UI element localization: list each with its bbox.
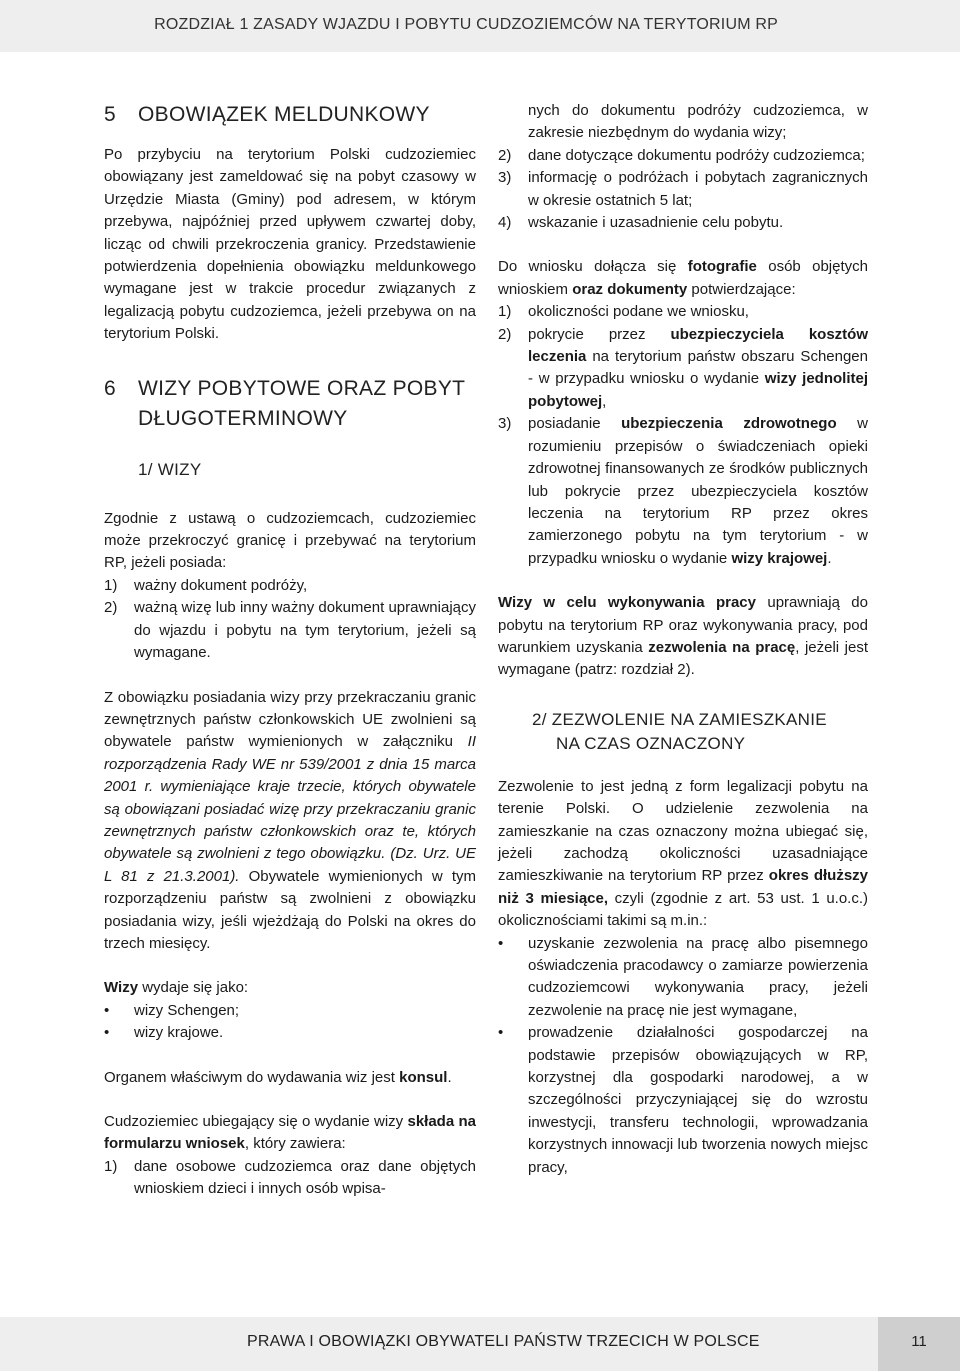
visa-types-list bbox=[104, 1000, 476, 1045]
list-item bbox=[498, 301, 868, 323]
bold-text: ubezpieczyciela kosztów leczenia bbox=[528, 325, 868, 366]
bullet-icon: • bbox=[498, 1024, 504, 1042]
list-text: ważny dokument podróży, bbox=[134, 576, 308, 594]
paragraph bbox=[498, 776, 868, 933]
list-text: ważną wizę lub inny ważny dokument uprawniający do wjazdu i pobytu na tym terytorium, jeżeli są wymagane. bbox=[134, 599, 476, 662]
list-number: 3) bbox=[498, 169, 512, 187]
text: czyli (zgodnie z art. 53 ust. 1 u.o.c.) okolicznościami takimi są m.in.: bbox=[498, 889, 868, 930]
list-number: 1) bbox=[104, 576, 118, 594]
text: osób objętych wnioskiem bbox=[498, 258, 868, 298]
bold-text: Wizy bbox=[104, 979, 139, 997]
list-text: informację o podróżach i pobytach zagranicznych w okresie ostatnich 5 lat; bbox=[528, 169, 868, 209]
text: potwierdzające: bbox=[687, 280, 796, 298]
paragraph bbox=[498, 256, 868, 301]
circumstances-list bbox=[498, 933, 868, 1179]
italic-text: II rozporządzenia Rady WE nr 539/2001 z dnia 15 marca 2001 r. wymieniające kraje trzecie, których obywatele są obowiązani posiadać wizę przy przekraczaniu granic zewnętrznych państw członkowskich oraz te, których obywatele są zwolnieni z tego obowiązku. (Dz. Urz. UE L 81 z 21.3.2001). bbox=[104, 733, 476, 885]
list-number: 2) bbox=[498, 325, 512, 343]
list-text: dane dotyczące dokumentu podróży cudzoziemca; bbox=[528, 146, 865, 164]
right-column bbox=[498, 100, 868, 1179]
text: Z obowiązku posiadania wizy przy przekraczaniu granic zewnętrznych państw członkowskich UE zwolnieni są obywatele państw wymienionych w załączniku bbox=[104, 688, 476, 751]
paragraph bbox=[104, 1067, 476, 1089]
text: , jeżeli jest wymagane (patrz: rozdział 2). bbox=[498, 638, 869, 679]
bold-text: konsul bbox=[399, 1068, 448, 1086]
list-item bbox=[104, 1000, 476, 1022]
subsection-title-line: 2/ ZEZWOLENIE NA ZAMIESZKANIE bbox=[532, 709, 827, 729]
section-title-line: DŁUGOTERMINOWY bbox=[138, 406, 348, 430]
text: Organem właściwym do wydawania wiz jest bbox=[104, 1068, 400, 1086]
bold-text: okres dłuższy niż 3 miesiące, bbox=[498, 867, 869, 907]
text: na terytorium państw obszaru Schengen - w przypadku wniosku o wydanie bbox=[528, 348, 868, 388]
text: pokrycie przez bbox=[528, 325, 671, 343]
list-item bbox=[104, 1022, 476, 1044]
text: . bbox=[827, 549, 832, 567]
list-item bbox=[498, 324, 868, 414]
list-text: uzyskanie zezwolenia na pracę albo pisemnego oświadczenia pracodawcy o zamiarze powierzenia cudzoziemcowi wykonywania pracy, jeżeli zezwolenie na pracę nie jest wymagane, bbox=[528, 934, 868, 1019]
list-item bbox=[498, 1022, 868, 1179]
list-item bbox=[498, 933, 868, 1023]
list-item bbox=[498, 413, 868, 570]
bold-text: fotografie bbox=[687, 258, 757, 276]
subsection-heading bbox=[498, 708, 868, 756]
section-number: 6 bbox=[104, 376, 116, 400]
paragraph bbox=[104, 977, 476, 999]
list-item bbox=[498, 145, 868, 167]
bold-text: wizy krajowej bbox=[731, 549, 828, 567]
text: Cudzoziemiec ubiegający się o wydanie wizy bbox=[104, 1113, 408, 1130]
requirements-list bbox=[104, 575, 476, 665]
text: w rozumieniu przepisów o świadczeniach opieki zdrowotnej finansowanych ze środków publicznych lub pokrycie przez ubezpieczyciela kosztów leczenia na terytorium RP przez okres zamierzonego pobytu na tym terytorium - w przypadku wniosku o wydanie bbox=[528, 415, 868, 567]
list-number: 3) bbox=[498, 415, 512, 433]
text: , który zawiera: bbox=[244, 1135, 346, 1153]
list-number: 2) bbox=[104, 599, 118, 617]
section-title-line: WIZY POBYTOWE ORAZ POBYT bbox=[138, 376, 466, 400]
list-text: wizy Schengen; bbox=[134, 1001, 240, 1019]
paragraph bbox=[498, 592, 868, 682]
subsection-title-line: NA CZAS OZNACZONY bbox=[556, 733, 746, 753]
text: posiadanie bbox=[528, 415, 622, 433]
paragraph bbox=[104, 1111, 476, 1156]
bullet-icon: • bbox=[104, 1001, 110, 1019]
bold-text: zezwolenia na pracę bbox=[648, 638, 796, 656]
list-item bbox=[498, 212, 868, 234]
publication-title: PRAWA I OBOWIĄZKI OBYWATELI PAŃSTW TRZECICH W POLSCE bbox=[247, 1333, 760, 1350]
list-item bbox=[104, 1156, 476, 1201]
list-item bbox=[498, 167, 868, 212]
bold-text: składa na formularzu wniosek bbox=[104, 1113, 476, 1153]
list-number: 4) bbox=[498, 214, 512, 232]
subsection-heading: 1/ WIZY bbox=[138, 459, 202, 479]
section-6-heading bbox=[104, 374, 476, 434]
paragraph: Zgodnie z ustawą o cudzoziemcach, cudzoziemiec może przekroczyć granicę i przebywać na terytorium RP, jeżeli posiada: bbox=[104, 509, 476, 572]
text: uprawniają do pobytu na terytorium RP oraz wykonywania pracy, pod warunkiem uzyskania bbox=[498, 594, 868, 656]
list-text: prowadzenie działalności gospodarczej na podstawie przepisów obowiązujących w RP, korzystnej dla gospodarki narodowej, a w szczególności przyczyniającej się do wzrostu inwestycji, transferu technologii, wprowadzania korzystnych innowacji lub tworzenia nowych miejsc pracy, bbox=[528, 1024, 868, 1176]
paragraph bbox=[104, 687, 476, 956]
bullet-icon: • bbox=[104, 1024, 110, 1042]
page-number: 11 bbox=[911, 1333, 927, 1350]
list-text bbox=[528, 413, 868, 570]
list-text: nych do dokumentu podróży cudzoziemca, w zakresie niezbędnym do wydania wizy; bbox=[528, 102, 868, 142]
list-text: dane osobowe cudzoziemca oraz dane objętych wnioskiem dzieci i innych osób wpisa- bbox=[134, 1157, 476, 1198]
text: wydaje się jako: bbox=[138, 979, 249, 997]
bold-text: wizy jednolitej pobytowej bbox=[528, 370, 869, 410]
list-number: 2) bbox=[498, 146, 512, 164]
attachments-list bbox=[498, 301, 868, 570]
bold-text: ubezpieczenia zdrowotnego bbox=[621, 415, 837, 433]
text: Do wniosku dołącza się bbox=[498, 258, 688, 276]
list-text bbox=[528, 324, 868, 414]
bold-text: Wizy w celu wykonywania pracy bbox=[498, 594, 756, 612]
list-item bbox=[104, 597, 476, 664]
list-text: okoliczności podane we wniosku, bbox=[528, 303, 749, 321]
application-contents-list bbox=[104, 1156, 476, 1201]
section-title: OBOWIĄZEK MELDUNKOWY bbox=[138, 103, 430, 126]
list-item bbox=[498, 100, 868, 145]
section-number: 5 bbox=[104, 103, 116, 126]
list-number: 1) bbox=[498, 303, 512, 321]
application-contents-list-continued bbox=[498, 100, 868, 234]
bold-text: oraz dokumenty bbox=[572, 280, 688, 298]
page-footer bbox=[0, 1317, 960, 1371]
list-item bbox=[104, 575, 476, 597]
page-number-box bbox=[878, 1317, 960, 1371]
text: , bbox=[602, 392, 607, 410]
page-header bbox=[0, 0, 960, 52]
paragraph: Po przybyciu na terytorium Polski cudzoziemiec obowiązany jest zameldować się na pobyt czasowy w Urzędzie Miasta (Gminy) pod adresem, w którym przebywa, najpóźniej przed upływem czwartej doby, licząc od chwili przekroczenia granicy. Przedstawienie potwierdzenia dopełnienia obowiązku meldunkowego wymagane jest w trakcie procedur związanych z legalizacją pobytu cudzoziemca, jeżeli przebywa on na terytorium Polski. bbox=[104, 146, 476, 343]
list-text: wizy krajowe. bbox=[134, 1024, 224, 1042]
list-number: 1) bbox=[104, 1157, 118, 1175]
list-text: wskazanie i uzasadnienie celu pobytu. bbox=[528, 214, 784, 232]
text: Zezwolenie to jest jedną z form legalizacji pobytu na terenie Polski. O udzielenie zezwolenia na zamieszkanie na czas oznaczony można ubiegać się, jeżeli zachodzą okoliczności uzasadniające zamieszkiwanie na terytorium RP przez bbox=[498, 777, 868, 885]
section-title bbox=[138, 374, 465, 434]
chapter-title: ROZDZIAŁ 1 ZASADY WJAZDU I POBYTU CUDZOZIEMCÓW NA TERYTORIUM RP bbox=[154, 16, 778, 33]
text: Obywatele wymienionych w tym rozporządzeniu państw są zwolnieni z obowiązku posiadania wizy, jeśli wjeżdżają do Polski na okres do trzech miesięcy. bbox=[104, 867, 476, 952]
text: . bbox=[447, 1068, 452, 1086]
left-column bbox=[104, 100, 476, 1201]
bullet-icon: • bbox=[498, 934, 504, 952]
section-5-heading bbox=[104, 100, 476, 130]
